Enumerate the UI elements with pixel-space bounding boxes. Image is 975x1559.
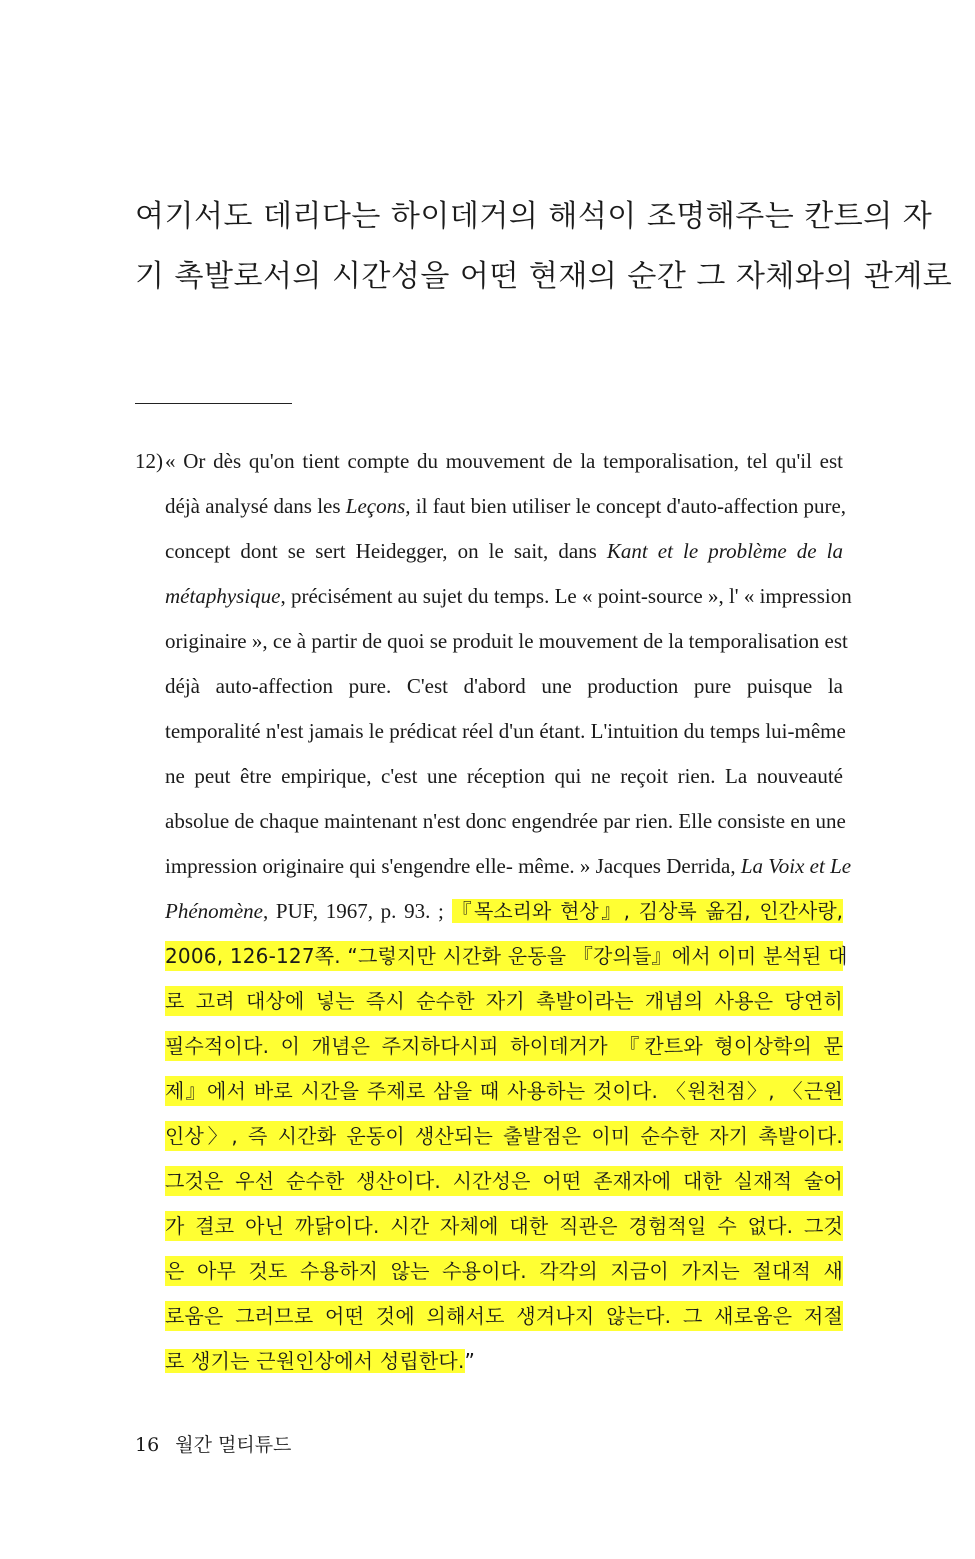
page-footer [135,1430,301,1457]
page-number: 16 [135,1434,160,1456]
highlight-line-7: 가 결코 아닌 까닭이다. 시간 자체에 대한 직관은 경험적일 수 없다. 그것 [165,1211,843,1241]
highlighted-text: 로 생기는 근원인상에서 성립한다. [165,1349,465,1373]
highlight-line-4: 제』에서 바로 시간을 주제로 삼을 때 사용하는 것이다. 〈원천점〉, 〈근원 [165,1076,843,1106]
closing-quote: ” [464,1349,476,1373]
footnote-text: impression originaire qui s'engendre elle- même. » Jacques Derrida, [165,854,741,878]
footnote-line-7: temporalité n'est jamais le prédicat réel d'un étant. L'intuition du temps lui-même [165,719,846,743]
footnote-separator [135,403,292,404]
highlight-line-8: 은 아무 것도 수용하지 않는 수용이다. 각각의 지금이 가지는 절대적 새 [165,1256,843,1286]
highlight-line-10 [165,1346,843,1376]
footnote-italic-title: Kant et le problème de la [606,539,843,563]
publication-name: 월간 멀티튜드 [175,1434,292,1456]
footnote-line-6: déjà auto-affection pure. C'est d'abord une production pure puisque la [165,674,843,698]
footnote-text: , précisément au sujet du temps. Le « point-source », l' « impression [280,584,852,608]
footnote-italic-title: La Voix et Le [740,854,852,878]
highlight-line-6: 그것은 우선 순수한 생산이다. 시간성은 어떤 존재자에 대한 실재적 술어 [165,1166,843,1196]
body-text-line-1: 여기서도 데리다는 하이데거의 해석이 조명해주는 칸트의 자 [135,199,933,234]
footnote-line-8: ne peut être empirique, c'est une réception qui ne reçoit rien. La nouveauté [165,764,843,788]
footnote-line-11 [165,896,843,926]
highlight-line-2: 로 고려 대상에 넣는 즉시 순수한 자기 촉발이라는 개념의 사용은 당연히 [165,986,843,1016]
highlighted-text: 『목소리와 현상』, 김상록 옮김, 인간사랑, [451,899,843,923]
footnote-line-2 [165,491,847,521]
highlight-line-9: 로움은 그러므로 어떤 것에 의해서도 생겨나지 않는다. 그 새로움은 저절 [165,1301,843,1331]
footnote-line-5: originaire », ce à partir de quoi se produit le mouvement de la temporalisation est [165,629,848,653]
footnote-number: 12) [135,449,163,473]
highlight-line-3: 필수적이다. 이 개념은 주지하다시피 하이데거가 『칸트와 형이상학의 문 [165,1031,843,1061]
footnote-line-1: « Or dès qu'on tient compte du mouvement de la temporalisation, tel qu'il est [165,449,843,473]
footnote-text: il faut bien utiliser le concept d'auto-affection pure, [410,494,847,518]
footnote-text: déjà analysé dans les [165,494,346,518]
body-text-line-2: 기 촉발로서의 시간성을 어떤 현재의 순간 그 자체와의 관계로 [135,259,953,294]
footnote-line-10 [165,851,852,881]
footnote-italic-title: Phénomène [165,899,263,923]
footnote-line-4 [165,581,852,611]
footnote-italic-title: métaphysique [165,584,281,608]
footnote-text: , PUF, 1967, p. 93. ; [262,899,452,923]
footnote-line-9: absolue de chaque maintenant n'est donc engendrée par rien. Elle consiste en une [165,809,846,833]
highlight-line-5: 인상〉, 즉 시간화 운동이 생산되는 출발점은 이미 순수한 자기 촉발이다. [165,1121,843,1151]
footnote-line-3 [165,536,843,566]
highlight-line-1: 2006, 126-127쪽. “그렇지만 시간화 운동을 『강의들』에서 이미 분석된 대 [165,941,843,971]
footnote-text: concept dont se sert Heidegger, on le sait, dans [165,539,607,563]
footnote-italic-title: Leçons, [345,494,411,518]
